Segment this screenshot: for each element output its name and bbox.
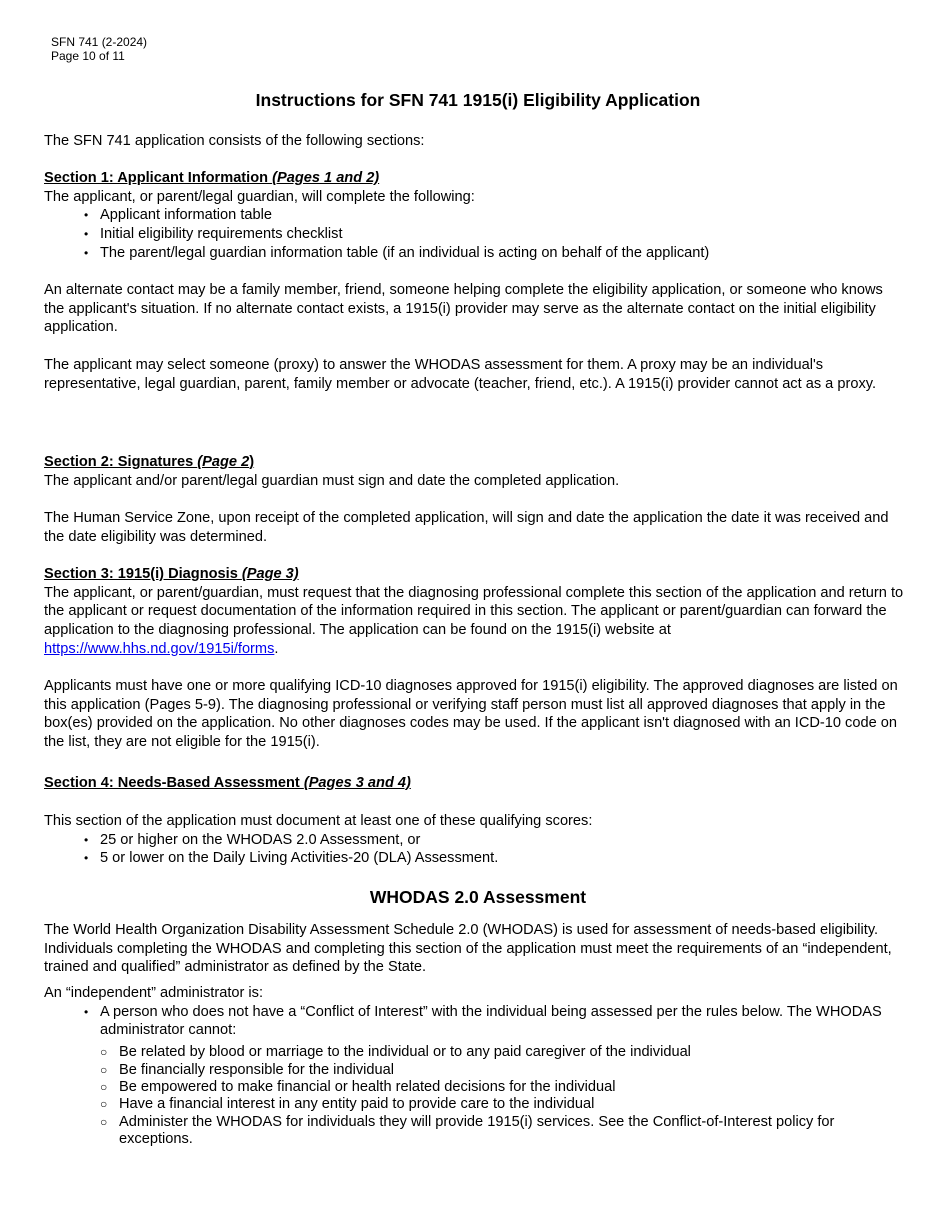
page-number: Page 10 of 11 — [51, 49, 125, 63]
list-item — [84, 1003, 906, 1040]
page-title: Instructions for SFN 741 1915(i) Eligibility Application — [255, 90, 701, 110]
independent-admin-lead: An “independent” administrator is: — [44, 985, 264, 1001]
section-4-list — [44, 831, 906, 868]
independent-admin-block — [44, 984, 906, 1149]
list-item: ○ Be related by blood or marriage to the individual or to any paid caregiver of the individual — [100, 1044, 906, 1061]
list-item: • Applicant information table — [84, 206, 906, 225]
section-1-title: Section 1: Applicant Information — [44, 170, 273, 186]
section-4-body — [44, 812, 906, 868]
form-header — [51, 35, 147, 63]
section-3-pages: (Page 3) — [241, 566, 299, 582]
section-2-title: Section 2: Signatures — [44, 454, 198, 470]
section-3-text-end: . — [274, 640, 279, 657]
list-item: ○ Administer the WHODAS for individuals they will provide 1915(i) services. See the Conflict-of-Interest policy for exceptions. — [100, 1114, 906, 1149]
independent-admin-list — [44, 1003, 906, 1040]
section-3-heading — [44, 565, 906, 584]
proxy-paragraph: The applicant may select someone (proxy) to answer the WHODAS assessment for them. A proxy may be an individual's representative, legal guardian, parent, family member or advocate (teacher, friend, etc.). A 1915(i) provider cannot act as a proxy. — [44, 357, 877, 392]
whodas-paragraph: The World Health Organization Disability Assessment Schedule 2.0 (WHODAS) is used for assessment of needs-based eligibility. Individuals completing the WHODAS and completing this section of the application must meet the requirements of an “independent, trained and qualified” administrator as defined by the State. — [44, 922, 892, 976]
diagnosis-paragraph: Applicants must have one or more qualifying ICD-10 diagnoses approved for 1915(i) eligibility. The approved diagnoses are listed on this application (Pages 5-9). The diagnosing professional or verifying staff person must list all approved diagnoses that apply in the box(es) provided on the application. No other diagnoses codes may be used. If the applicant isn't diagnosed with an ICD-10 code on the list, they are not eligible for the 1915(i). — [44, 678, 898, 751]
list-item: • 25 or higher on the WHODAS 2.0 Assessment, or — [84, 831, 906, 850]
coi-bullet-text: A person who does not have a “Conflict of Interest” with the individual being assessed per the rules below. The WHODAS administrator cannot: — [100, 1003, 882, 1039]
section-4-lead: This section of the application must document at least one of these qualifying scores: — [44, 813, 593, 829]
section-2-pages: (Page 2 — [197, 454, 250, 470]
section-2-heading — [44, 453, 906, 472]
section-3-paragraph — [44, 584, 906, 659]
section-1-lead: The applicant, or parent/legal guardian, will complete the following: — [44, 188, 475, 205]
section-1-list — [44, 206, 906, 262]
forms-link[interactable]: https://www.hhs.nd.gov/1915i/forms — [44, 640, 275, 657]
section-4-pages: (Pages 3 and 4) — [303, 775, 411, 791]
list-item: ○ Be financially responsible for the individual — [100, 1062, 906, 1079]
section-1-pages: (Pages 1 and 2) — [272, 170, 380, 186]
section-2 — [44, 453, 906, 490]
section-2-close: ) — [249, 454, 255, 470]
hsz-paragraph: The Human Service Zone, upon receipt of the completed application, will sign and date the application the date it was received and the date eligibility was determined. — [44, 510, 889, 545]
section-4-title: Section 4: Needs-Based Assessment — [44, 775, 304, 791]
section-3-title: Section 3: 1915(i) Diagnosis — [44, 566, 242, 582]
list-item: • Initial eligibility requirements checklist — [84, 225, 906, 244]
section-2-paragraph: The applicant and/or parent/legal guardian must sign and date the completed application. — [44, 472, 620, 489]
list-item: ○ Be empowered to make financial or health related decisions for the individual — [100, 1079, 906, 1096]
form-number: SFN 741 (2-2024) — [51, 35, 148, 49]
section-1 — [44, 169, 906, 263]
list-item: ○ Have a financial interest in any entity paid to provide care to the individual — [100, 1096, 906, 1113]
whodas-title: WHODAS 2.0 Assessment — [369, 887, 587, 907]
alternate-contact-paragraph: An alternate contact may be a family member, friend, someone helping complete the eligibility application, or someone who knows the applicant's situation. If no alternate contact exists, a 1915(i) provider may serve as the alternate contact on the initial eligibility application. — [44, 282, 883, 336]
section-4-heading — [44, 774, 906, 793]
section-3-text: The applicant, or parent/guardian, must request that the diagnosing professional complete this section of the application and return to the applicant or request documentation of the information required in this section. The applicant or parent/guardian can forward the application to the diagnosing professional. The application can be found on the 1915(i) website at — [44, 584, 904, 639]
list-item: • The parent/legal guardian information table (if an individual is acting on behalf of the applicant) — [84, 244, 906, 263]
section-3 — [44, 565, 906, 659]
intro-text: The SFN 741 application consists of the following sections: — [44, 133, 425, 149]
section-1-heading — [44, 169, 906, 188]
list-item: • 5 or lower on the Daily Living Activities-20 (DLA) Assessment. — [84, 849, 906, 868]
coi-sub-list — [44, 1044, 906, 1148]
